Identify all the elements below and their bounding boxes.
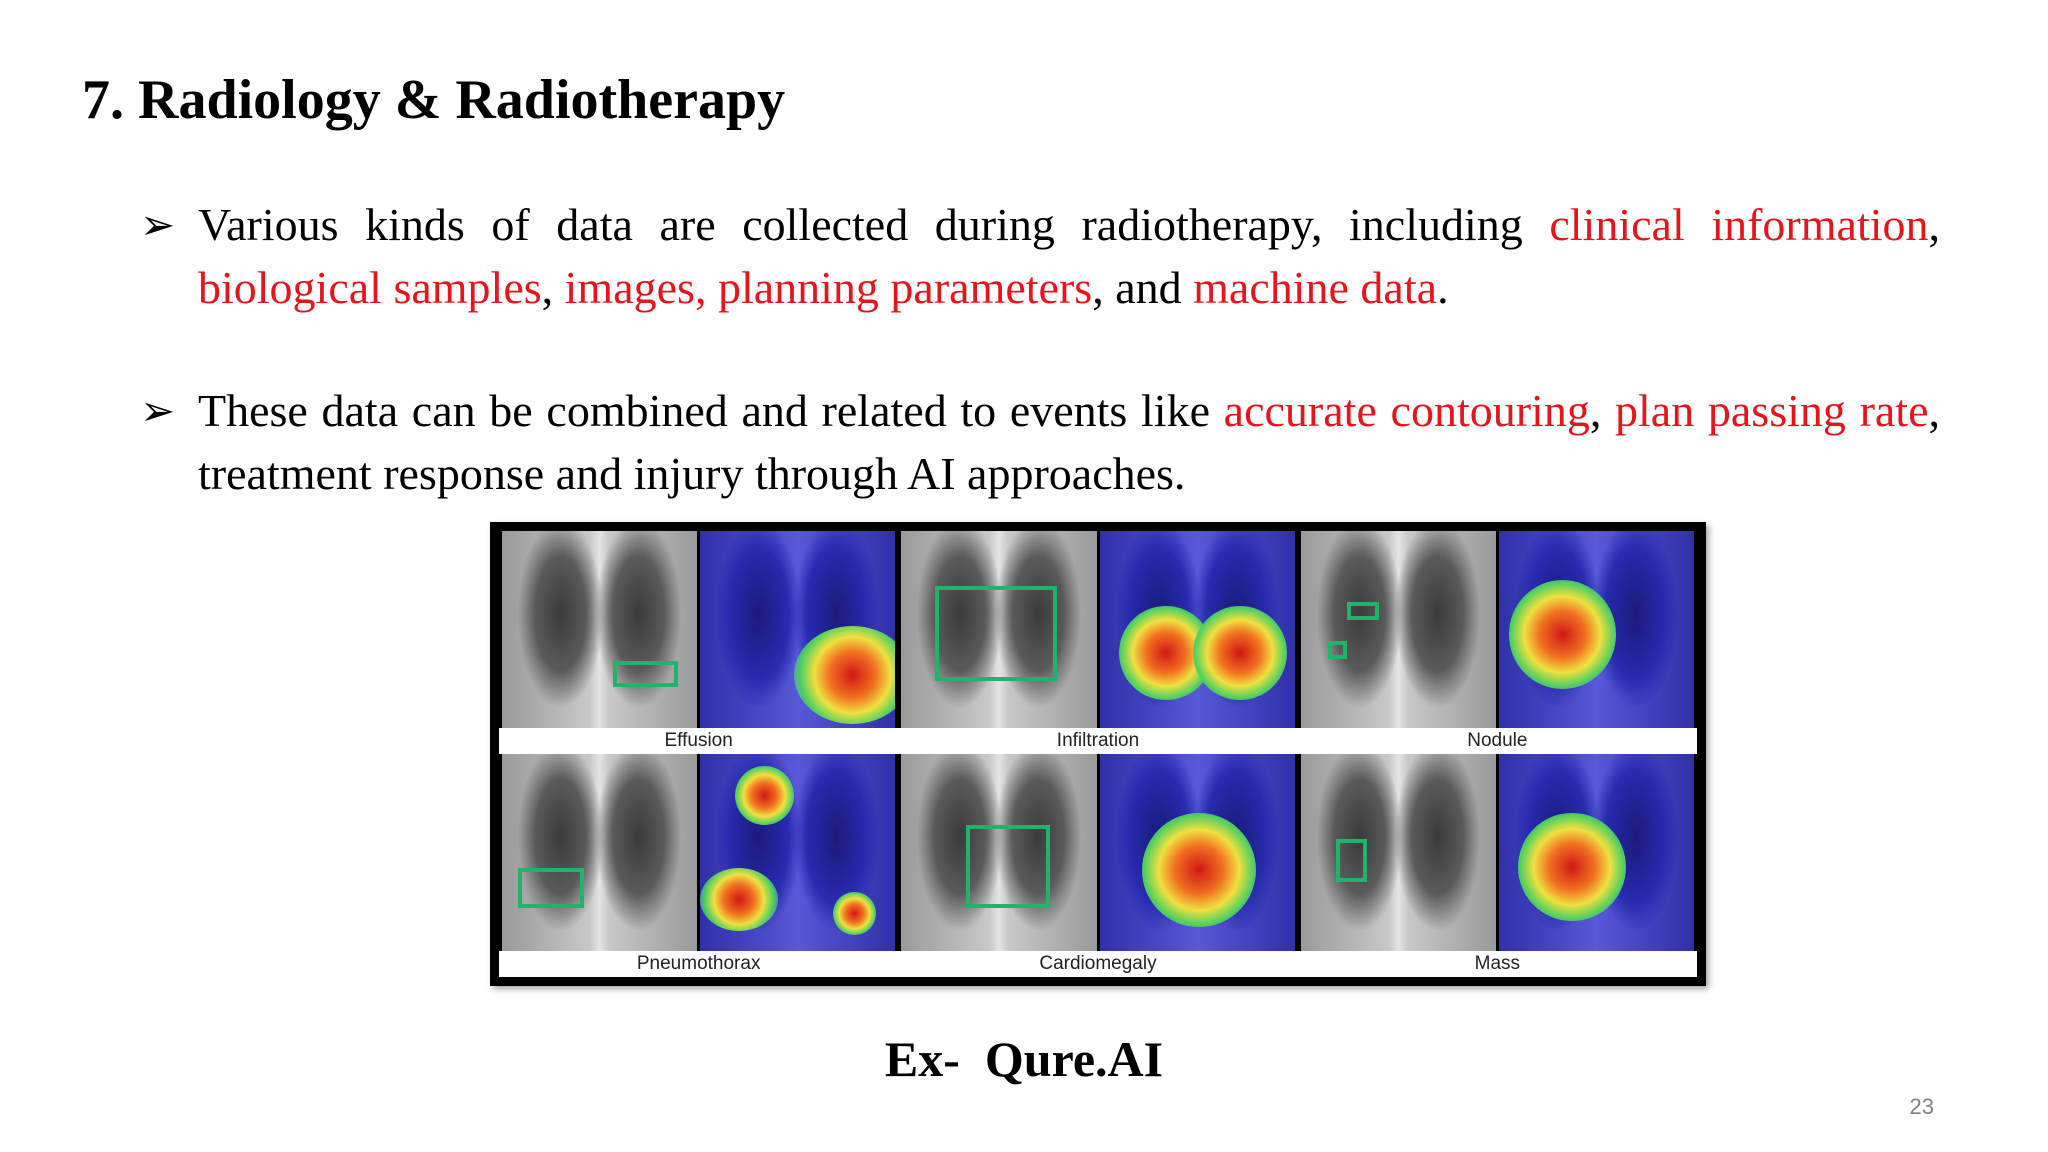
panel-pneumothorax xyxy=(499,754,898,977)
bullet-text: These data can be combined and related to events like accurate contouring, plan passing rate, treatment response and injury through AI approaches. xyxy=(198,385,1940,499)
panel-infiltration xyxy=(898,531,1297,754)
bullet-text: Various kinds of data are collected during radiotherapy, including clinical information, biological samples, images, planning parameters, and machine data. xyxy=(198,199,1941,313)
detection-box xyxy=(935,586,1058,681)
arrow-bullet-icon: ➢ xyxy=(140,386,176,435)
heat-blob xyxy=(1509,580,1616,688)
slide-title: 7. Radiology & Radiotherapy xyxy=(82,69,786,131)
heatmap-image xyxy=(700,531,895,728)
detection-box xyxy=(1347,602,1378,620)
panel-label: Pneumothorax xyxy=(499,951,898,977)
heatmap-image xyxy=(1499,531,1694,728)
heatmap-image xyxy=(700,754,895,951)
panel-effusion xyxy=(499,531,898,754)
heat-blob xyxy=(794,626,896,725)
xray-heatmap-figure xyxy=(490,522,1706,986)
figure-caption: Ex- Qure.AI xyxy=(884,1031,1164,1087)
detection-box xyxy=(1336,839,1367,882)
chest-xray-image xyxy=(1301,531,1496,728)
panel-label: Effusion xyxy=(499,728,898,754)
heat-blob xyxy=(1142,813,1255,927)
detection-box xyxy=(613,661,677,687)
heatmap-image xyxy=(1100,531,1295,728)
arrow-bullet-icon: ➢ xyxy=(140,200,176,249)
panel-label: Cardiomegaly xyxy=(898,951,1297,977)
heat-blob xyxy=(833,892,876,935)
panel-nodule xyxy=(1298,531,1697,754)
heatmap-image xyxy=(1499,754,1694,951)
panel-label: Nodule xyxy=(1298,728,1697,754)
heat-blob xyxy=(700,868,778,931)
detection-box xyxy=(1328,641,1348,659)
panel-label: Mass xyxy=(1298,951,1697,977)
page-number: 23 xyxy=(1909,1094,1934,1119)
chest-xray-image xyxy=(901,531,1096,728)
panel-label: Infiltration xyxy=(898,728,1297,754)
chest-xray-image xyxy=(502,754,697,951)
detection-box xyxy=(966,825,1050,908)
chest-xray-image xyxy=(901,754,1096,951)
heat-blob xyxy=(1193,606,1287,701)
panel-mass xyxy=(1298,754,1697,977)
heat-blob xyxy=(735,766,794,825)
detection-box xyxy=(518,868,584,907)
heat-blob xyxy=(1518,813,1625,921)
panel-cardiomegaly xyxy=(898,754,1297,977)
chest-xray-image xyxy=(1301,754,1496,951)
bullet-data-collected xyxy=(140,193,1940,319)
heatmap-image xyxy=(1100,754,1295,951)
bullet-data-combined xyxy=(140,379,1940,505)
chest-xray-image xyxy=(502,531,697,728)
xray-grid xyxy=(499,531,1697,977)
